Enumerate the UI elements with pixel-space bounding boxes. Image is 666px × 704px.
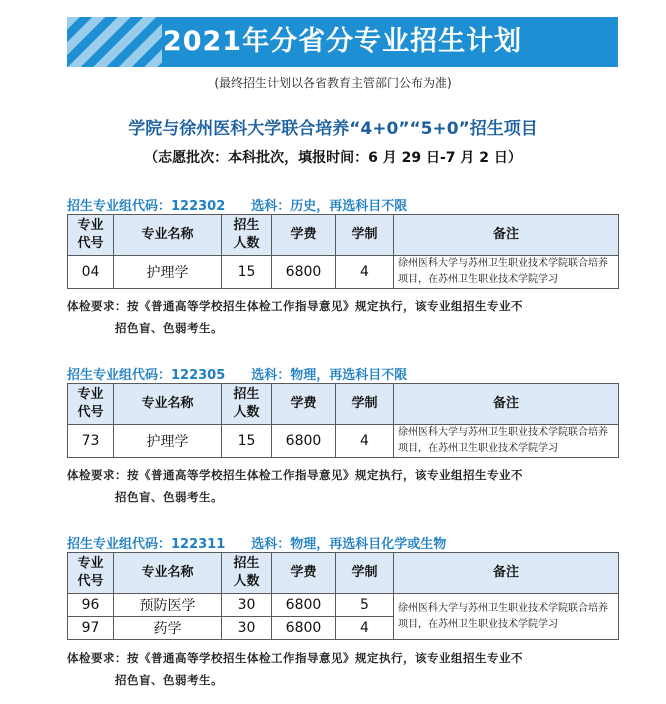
cell-tuition: 6800 — [272, 256, 336, 289]
cell-tuition: 6800 — [272, 594, 336, 617]
cell-duration: 4 — [336, 617, 394, 640]
exam-line-2: 招色盲、色弱考生。 — [115, 321, 223, 335]
header-remark: 备注 — [394, 384, 619, 425]
cell-major-code: 73 — [68, 425, 114, 458]
group-header — [67, 195, 407, 214]
group-code: 招生专业组代码：122305 — [67, 368, 226, 383]
header-major-code: 专业 代号 — [68, 384, 114, 425]
header-duration: 学制 — [336, 553, 394, 594]
cell-quota: 30 — [222, 594, 272, 617]
cell-major-code: 04 — [68, 256, 114, 289]
group-code: 招生专业组代码：122302 — [67, 199, 226, 214]
table-header-row — [68, 384, 619, 425]
enrollment-table — [67, 552, 619, 640]
exam-line-2: 招色盲、色弱考生。 — [115, 673, 223, 687]
physical-exam-requirement — [67, 647, 627, 691]
header-quota: 招生 人数 — [222, 384, 272, 425]
group-header — [67, 533, 446, 552]
plan-disclaimer: (最终招生计划以各省教育主管部门公布为准) — [214, 76, 452, 90]
exam-line-1: 体检要求：按《普通高等学校招生体检工作指导意见》规定执行，该专业组招生专业不 — [67, 299, 523, 313]
header-duration: 学制 — [336, 384, 394, 425]
cell-tuition: 6800 — [272, 425, 336, 458]
header-tuition: 学费 — [272, 215, 336, 256]
group-subject-requirement: 选科：历史，再选科目不限 — [251, 199, 408, 214]
cell-remark: 徐州医科大学与苏州卫生职业技术学院联合培养项目，在苏州卫生职业技术学院学习 — [394, 256, 619, 289]
cell-major-code: 96 — [68, 594, 114, 617]
project-subtitle: （志愿批次：本科批次，填报时间：6 月 29 日-7 月 2 日） — [144, 150, 522, 166]
cell-quota: 30 — [222, 617, 272, 640]
group-subject-requirement: 选科：物理，再选科目化学或生物 — [251, 537, 447, 552]
header-quota: 招生 人数 — [222, 553, 272, 594]
header-major-name: 专业名称 — [114, 384, 222, 425]
cell-major-name: 药学 — [114, 617, 222, 640]
header-major-name: 专业名称 — [114, 215, 222, 256]
table-header-row — [68, 553, 619, 594]
table-row — [68, 256, 619, 289]
table-row — [68, 425, 619, 458]
cell-duration: 5 — [336, 594, 394, 617]
header-tuition: 学费 — [272, 384, 336, 425]
group-header — [67, 364, 407, 383]
physical-exam-requirement — [67, 464, 627, 508]
group-code: 招生专业组代码：122311 — [67, 537, 226, 552]
header-quota: 招生 人数 — [222, 215, 272, 256]
cell-duration: 4 — [336, 425, 394, 458]
header-major-code: 专业 代号 — [68, 215, 114, 256]
cell-major-code: 97 — [68, 617, 114, 640]
header-duration: 学制 — [336, 215, 394, 256]
table-row — [68, 594, 619, 617]
table-header-row — [68, 215, 619, 256]
exam-line-2: 招色盲、色弱考生。 — [115, 490, 223, 504]
header-remark: 备注 — [394, 553, 619, 594]
cell-major-name: 预防医学 — [114, 594, 222, 617]
header-remark: 备注 — [394, 215, 619, 256]
cell-remark: 徐州医科大学与苏州卫生职业技术学院联合培养项目，在苏州卫生职业技术学院学习 — [394, 425, 619, 458]
header-major-code: 专业 代号 — [68, 553, 114, 594]
header-major-name: 专业名称 — [114, 553, 222, 594]
enrollment-table — [67, 383, 619, 458]
header-tuition: 学费 — [272, 553, 336, 594]
title-banner — [67, 17, 618, 67]
group-subject-requirement: 选科：物理，再选科目不限 — [251, 368, 408, 383]
cell-remark: 徐州医科大学与苏州卫生职业技术学院联合培养项目，在苏州卫生职业技术学院学习 — [394, 594, 619, 640]
cell-quota: 15 — [222, 256, 272, 289]
project-title: 学院与徐州医科大学联合培养“4+0”“5+0”招生项目 — [128, 119, 538, 139]
cell-duration: 4 — [336, 256, 394, 289]
cell-quota: 15 — [222, 425, 272, 458]
exam-line-1: 体检要求：按《普通高等学校招生体检工作指导意见》规定执行，该专业组招生专业不 — [67, 468, 523, 482]
physical-exam-requirement — [67, 295, 627, 339]
enrollment-table — [67, 214, 619, 289]
cell-major-name: 护理学 — [114, 256, 222, 289]
page-title: 2021年分省分专业招生计划 — [162, 26, 523, 57]
cell-tuition: 6800 — [272, 617, 336, 640]
exam-line-1: 体检要求：按《普通高等学校招生体检工作指导意见》规定执行，该专业组招生专业不 — [67, 651, 523, 665]
cell-major-name: 护理学 — [114, 425, 222, 458]
